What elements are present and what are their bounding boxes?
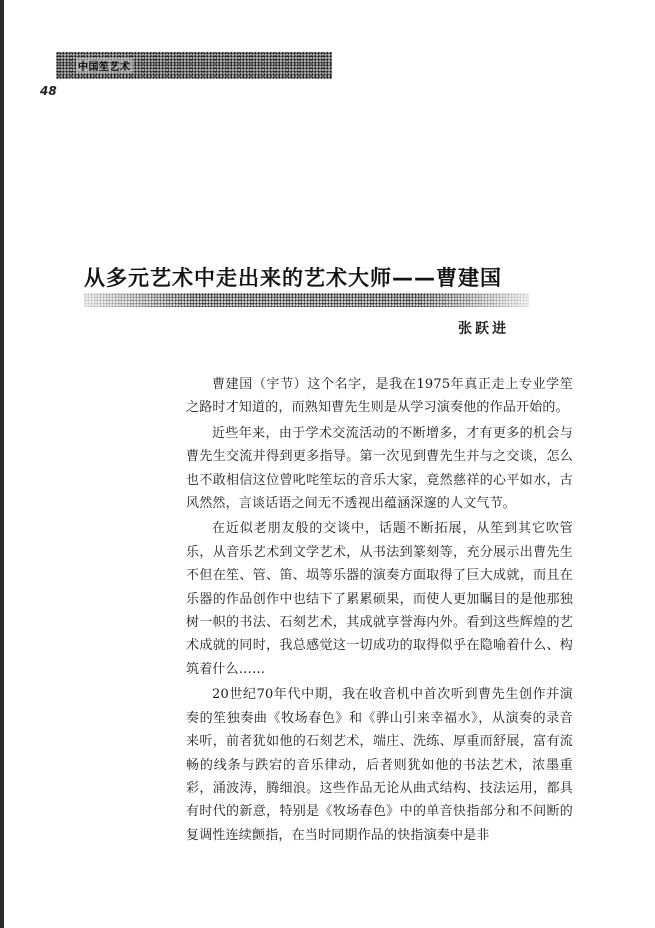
title-halftone-rule <box>84 293 529 307</box>
paragraph-4: 20世纪70年代中期，我在收音机中首次听到曹先生创作并演奏的笙独奏曲《牧场春色》和《骅山引来幸福水》，从演奏的录音来听，前者犹如他的石刻艺术，端庄、洗练、厚重而舒展，富有流畅的线条与跌宕的音乐律动，后者则犹如他的书法艺术，浓墨重彩，涌波涛，腾细浪。这些作品无论从曲式结构、技法运用，都具有时代的新意，特别是《牧场春色》中的单音快指部分和不间断的复调性连续颤指，在当时同期作品的快指演奏中是非 <box>186 687 573 843</box>
paragraph-3: 在近似老朋友般的交谈中，话题不断拓展，从笙到其它吹管乐，从音乐艺术到文学艺术，从书法到篆刻等，充分展示出曹先生不但在笙、管、笛、埙等乐器的演奏方面取得了巨大成就，而且在乐器的作品创作中也结下了累累硕果，而使人更加瞩目的是他那独树一帜的书法、石刻艺术，其成就享誉海内外。看到这些辉煌的艺术成就的同时，我总感觉这一切成功的取得似乎在隐喻着什么、构筑着什么…… <box>186 521 573 677</box>
page-number: 48 <box>40 84 57 98</box>
author-name: 张跃进 <box>458 321 509 337</box>
article-body <box>186 373 573 849</box>
section-label: 中国笙艺术 <box>76 58 133 73</box>
paragraph-1: 曹建国（宇节）这个名字，是我在1975年真正走上专业学笙之路时才知道的，而熟知曹先生则是从学习演奏他的作品开始的。 <box>186 377 573 416</box>
article-title: 从多元艺术中走出来的艺术大师——曹建国 <box>84 266 502 290</box>
paragraph-2: 近些年来，由于学术交流活动的不断增多，才有更多的机会与曹先生交流并得到更多指导。第一次见到曹先生并与之交谈，怎么也不敢相信这位曾叱咤笙坛的音乐大家，竟然慈祥的心平如水，古风然然，言谈话语之间无不透视出蕴涵深邃的人文气节。 <box>186 425 573 512</box>
page-binding-edge <box>0 0 4 928</box>
